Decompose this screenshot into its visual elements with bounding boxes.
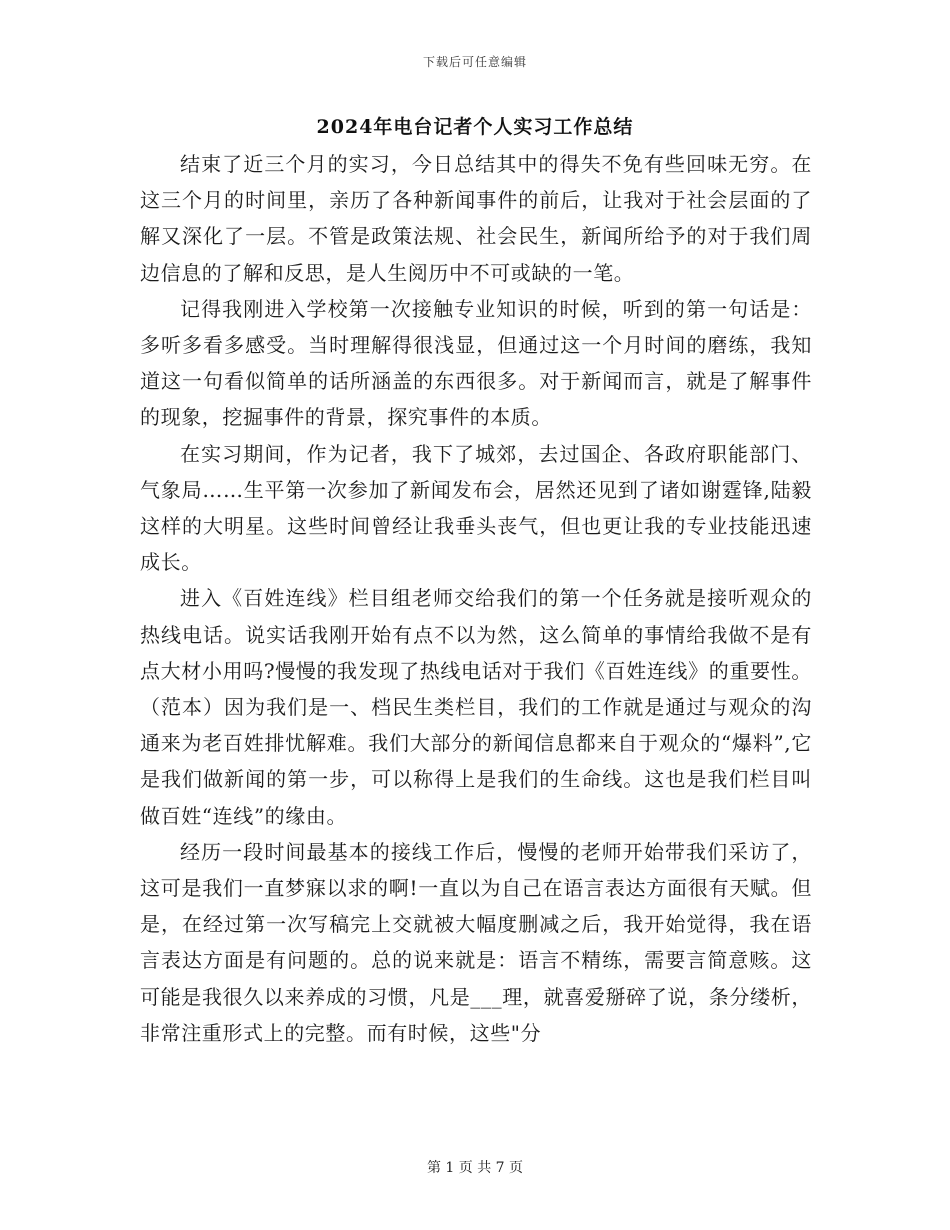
page-footer: 第 1 页 共 7 页 <box>426 1160 524 1176</box>
document-title: 2024年电台记者个人实习工作总结 <box>316 116 634 138</box>
document-body <box>140 146 812 1051</box>
header-note: 下载后可任意编辑 <box>422 55 527 69</box>
paragraph-3: 在实习期间，作为记者，我下了城郊，去过国企、各政府职能部门、气象局……生平第一次参加了新闻发布会，居然还见到了诸如谢霆锋,陆毅这样的大明星。这些时间曾经让我垂头丧气，但也更让我的专业技能迅速成长。 <box>140 441 812 575</box>
paragraph-5: 经历一段时间最基本的接线工作后，慢慢的老师开始带我们采访了，这可是我们一直梦寐以求的啊!一直以为自己在语言表达方面很有天赋。但是，在经过第一次写稿完上交就被大幅度删减之后，我开始觉得，我在语言表达方面是有问题的。总的说来就是：语言不精练，需要言简意赅。这可能是我很久以来养成的习惯，凡是___理，就喜爱掰碎了说，条分缕析，非常注重形式上的完整。而有时候，这些"分 <box>140 839 812 1045</box>
paragraph-1: 结束了近三个月的实习，今日总结其中的得失不免有些回味无穷。在这三个月的时间里，亲历了各种新闻事件的前后，让我对于社会层面的了解又深化了一层。不管是政策法规、社会民生，新闻所给予的对于我们周边信息的了解和反思，是人生阅历中不可或缺的一笔。 <box>140 152 812 285</box>
paragraph-4: 进入《百姓连线》栏目组老师交给我们的第一个任务就是接听观众的热线电话。说实话我刚开始有点不以为然，这么简单的事情给我做不是有点大材小用吗?慢慢的我发现了热线电话对于我们《百姓连线》的重要性。（范本）因为我们是一、档民生类栏目，我们的工作就是通过与观众的沟通来为老百姓排忧解难。我们大部分的新闻信息都来自于观众的“爆料”,它是我们做新闻的第一步，可以称得上是我们的生命线。这也是我们栏目叫做百姓“连线”的缘由。 <box>140 586 812 828</box>
paragraph-2: 记得我刚进入学校第一次接触专业知识的时候，听到的第一句话是：多听多看多感受。当时理解得很浅显，但通过这一个月时间的磨练，我知道这一句看似简单的话所涵盖的东西很多。对于新闻而言，就是了解事件的现象，挖掘事件的背景，探究事件的本质。 <box>140 296 812 430</box>
